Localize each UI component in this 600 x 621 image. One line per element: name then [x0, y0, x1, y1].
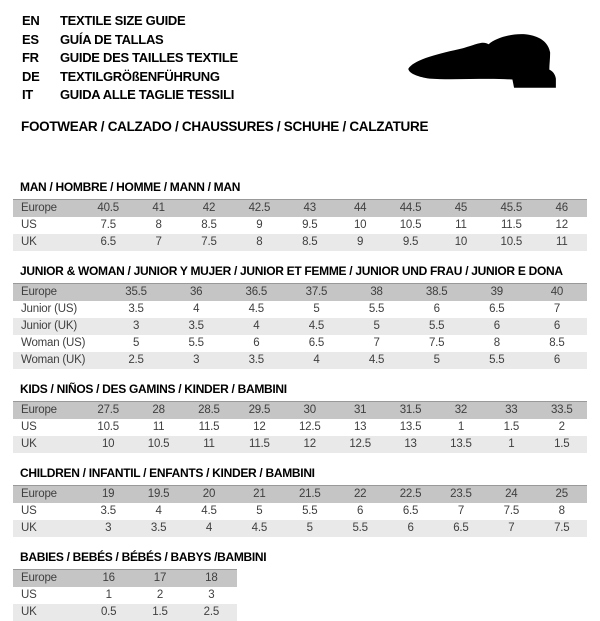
section-title-children: CHILDREN / INFANTIL / ENFANTS / KINDER / BAMBINI [20, 465, 315, 480]
size-cell: 6 [553, 354, 561, 366]
size-cell: 40.5 [97, 202, 119, 214]
size-cell: 10 [353, 219, 367, 231]
lang-code: DE [22, 68, 40, 84]
section-junior-woman [13, 264, 587, 369]
size-cell: 22.5 [399, 488, 422, 500]
size-cell: 9.5 [302, 219, 318, 231]
row-label: Europe [21, 572, 57, 584]
size-cell: 4 [205, 522, 213, 534]
size-cell: 4 [193, 303, 200, 315]
size-cell: 44 [353, 202, 367, 214]
size-cell: 10.5 [97, 421, 119, 433]
size-cell: 1.5 [503, 421, 520, 433]
size-cell: 7 [155, 236, 162, 248]
size-cell: 6.5 [100, 236, 116, 248]
size-cell: 4.5 [248, 303, 264, 315]
size-cell: 11.5 [249, 438, 270, 450]
size-cell: 5.5 [428, 320, 445, 332]
lang-code: EN [22, 13, 40, 28]
size-cell: 3.5 [188, 320, 204, 332]
size-cell: 12 [555, 219, 568, 231]
size-cell: 36 [189, 286, 203, 298]
size-tables [13, 180, 587, 621]
size-table-babies [13, 569, 237, 621]
section-babies [13, 550, 587, 621]
size-cell: 36.5 [245, 286, 268, 298]
size-table-kids [13, 401, 587, 453]
section-title-man: MAN / HOMBRE / HOMME / MANN / MAN [20, 179, 241, 194]
size-cell: 3.5 [150, 522, 167, 534]
lang-label: GUIDA ALLE TAGLIE TESSILI [60, 87, 235, 102]
size-cell: 1 [508, 438, 515, 450]
size-cell: 5 [433, 354, 440, 366]
size-cell: 7 [553, 303, 561, 315]
size-table-man [13, 199, 587, 251]
table-row-us [13, 503, 587, 520]
size-cell: 11.5 [198, 421, 220, 433]
table-row-us [13, 587, 237, 604]
table-row-uk [13, 604, 237, 621]
size-cell: 7.5 [554, 522, 570, 534]
row-label: Europe [21, 488, 57, 500]
table-row-europe [13, 199, 587, 217]
size-cell: 2 [156, 589, 164, 601]
size-cell: 35.5 [125, 286, 147, 298]
size-cell: 30 [303, 404, 316, 416]
size-cell: 8.5 [201, 219, 217, 231]
size-cell: 10.5 [399, 219, 422, 231]
size-cell: 3.5 [248, 354, 264, 366]
size-cell: 5 [306, 522, 313, 534]
table-row-uk [13, 234, 587, 251]
table-row-europe [13, 485, 587, 503]
size-cell: 4.5 [368, 354, 385, 366]
lang-code: FR [22, 50, 39, 65]
table-row-europe [13, 283, 587, 301]
size-cell: 41 [152, 202, 165, 214]
size-cell: 9 [256, 219, 263, 231]
size-cell: 24 [505, 488, 518, 500]
size-cell: 5.5 [368, 303, 385, 315]
size-cell: 45.5 [500, 202, 523, 214]
size-cell: 10.5 [147, 438, 170, 450]
section-title-kids: KIDS / NIÑOS / DES GAMINS / KINDER / BAMBINI [20, 381, 287, 396]
size-cell: 42.5 [248, 202, 271, 214]
size-cell: 11.5 [500, 219, 522, 231]
size-cell: 6 [253, 337, 260, 349]
size-cell: 4.5 [201, 505, 217, 517]
size-cell: 8 [493, 337, 500, 349]
size-cell: 6.5 [402, 505, 419, 517]
size-cell: 2 [558, 421, 565, 433]
size-cell: 7.5 [201, 236, 217, 248]
size-cell: 21 [253, 488, 266, 500]
size-cell: 7 [508, 522, 515, 534]
row-label: UK [21, 236, 37, 248]
size-cell: 44.5 [399, 202, 422, 214]
size-cell: 7.5 [428, 337, 445, 349]
row-label: US [21, 505, 37, 517]
size-cell: 37.5 [305, 286, 328, 298]
size-cell: 6 [357, 505, 364, 517]
size-cell: 13 [404, 438, 417, 450]
size-cell: 4.5 [308, 320, 325, 332]
size-cell: 6 [493, 320, 500, 332]
row-label: US [21, 421, 37, 433]
size-cell: 13 [353, 421, 367, 433]
size-cell: 21.5 [298, 488, 321, 500]
size-cell: 1.5 [152, 606, 168, 618]
table-row-junior-uk- [13, 318, 587, 335]
size-cell: 7.5 [503, 505, 520, 517]
size-cell: 5 [132, 337, 140, 349]
section-kids [13, 382, 587, 453]
size-cell: 10 [454, 236, 468, 248]
size-cell: 19.5 [147, 488, 170, 500]
row-label: UK [21, 522, 37, 534]
size-cell: 4.5 [251, 522, 268, 534]
size-cell: 5.5 [188, 337, 204, 349]
size-cell: 8 [256, 236, 263, 248]
size-cell: 4 [313, 354, 320, 366]
size-cell: 45 [454, 202, 468, 214]
size-cell: 33.5 [550, 404, 573, 416]
lang-label: TEXTILGRÖßENFÜHRUNG [60, 68, 220, 84]
size-cell: 28 [152, 404, 165, 416]
table-row-uk [13, 520, 587, 537]
size-cell: 3.5 [128, 303, 144, 315]
size-cell: 6.5 [489, 303, 505, 315]
size-cell: 43 [303, 202, 316, 214]
table-row-europe [13, 401, 587, 419]
size-cell: 17 [153, 572, 167, 584]
size-cell: 29.5 [248, 404, 271, 416]
size-cell: 4 [253, 320, 260, 332]
size-cell: 11 [152, 421, 165, 433]
section-title-babies: BABIES / BEBÉS / BÉBÉS / BABYS /BAMBINI [20, 549, 267, 564]
size-cell: 1.5 [554, 438, 570, 450]
size-table-junior-woman [13, 283, 587, 369]
size-cell: 22 [353, 488, 367, 500]
size-cell: 6.5 [453, 522, 469, 534]
size-cell: 1 [105, 589, 112, 601]
size-cell: 6.5 [308, 337, 325, 349]
row-label: Europe [21, 202, 57, 214]
lang-label: GUIDE DES TAILLES TEXTILE [60, 50, 238, 65]
row-label: Europe [21, 404, 57, 416]
size-cell: 11 [555, 236, 568, 248]
size-cell: 28.5 [198, 404, 220, 416]
row-label: Woman (UK) [21, 354, 86, 366]
size-cell: 12.5 [349, 438, 371, 450]
size-cell: 31 [353, 404, 367, 416]
table-row-junior-us- [13, 301, 587, 318]
size-cell: 12.5 [298, 421, 321, 433]
size-cell: 1 [457, 421, 465, 433]
row-label: US [21, 589, 37, 601]
size-table-children [13, 485, 587, 537]
size-cell: 42 [202, 202, 216, 214]
size-cell: 11 [455, 219, 467, 231]
size-cell: 5 [373, 320, 380, 332]
size-cell: 5.5 [302, 505, 318, 517]
size-cell: 27.5 [97, 404, 119, 416]
table-row-europe [13, 569, 237, 587]
size-cell: 19 [101, 488, 115, 500]
size-cell: 3 [105, 522, 112, 534]
size-cell: 9.5 [402, 236, 419, 248]
size-cell: 7.5 [100, 219, 116, 231]
lang-code: ES [22, 31, 39, 47]
row-label: Europe [21, 286, 57, 298]
table-row-woman-uk- [13, 352, 587, 369]
size-cell: 6 [407, 522, 414, 534]
size-cell: 3.5 [100, 505, 116, 517]
size-cell: 20 [202, 488, 216, 500]
lang-label: TEXTILE SIZE GUIDE [60, 13, 186, 28]
lang-label: GUÍA DE TALLAS [60, 31, 164, 47]
table-row-us [13, 419, 587, 436]
size-cell: 9 [357, 236, 364, 248]
size-cell: 13.5 [399, 421, 422, 433]
row-label: UK [21, 438, 37, 450]
section-title-junior-woman: JUNIOR & WOMAN / JUNIOR Y MUJER / JUNIOR ET FEMME / JUNIOR UND FRAU / JUNIOR E DONA [20, 263, 563, 278]
row-label: US [21, 219, 37, 231]
row-label: Junior (US) [21, 303, 77, 315]
section-children [13, 466, 587, 537]
row-label: UK [21, 606, 37, 618]
size-cell: 18 [205, 572, 218, 584]
row-label: Junior (UK) [21, 320, 77, 332]
size-cell: 8 [155, 219, 162, 231]
size-cell: 7 [457, 505, 465, 517]
size-cell: 5 [256, 505, 263, 517]
size-cell: 25 [555, 488, 568, 500]
size-cell: 10.5 [500, 236, 523, 248]
size-cell: 8 [558, 505, 565, 517]
shoe-silhouette-icon [396, 18, 578, 100]
section-man [13, 180, 587, 251]
size-cell: 13.5 [450, 438, 472, 450]
size-cell: 39 [490, 286, 504, 298]
size-cell: 0.5 [100, 606, 117, 618]
size-cell: 33 [505, 404, 518, 416]
size-cell: 40 [550, 286, 564, 298]
size-cell: 2.5 [203, 606, 220, 618]
table-row-uk [13, 436, 587, 453]
size-cell: 12 [253, 421, 266, 433]
lang-code: IT [22, 87, 33, 102]
size-cell: 3 [208, 589, 215, 601]
size-cell: 6 [553, 320, 561, 332]
size-cell: 2.5 [128, 354, 144, 366]
size-cell: 38.5 [425, 286, 448, 298]
table-row-woman-us- [13, 335, 587, 352]
size-cell: 5.5 [489, 354, 505, 366]
size-cell: 5.5 [352, 522, 368, 534]
size-cell: 11 [203, 438, 215, 450]
size-cell: 16 [102, 572, 115, 584]
size-cell: 6 [433, 303, 440, 315]
category-title: FOOTWEAR / CALZADO / CHAUSSURES / SCHUHE / CALZATURE [21, 118, 429, 134]
size-cell: 23.5 [450, 488, 472, 500]
size-cell: 10 [101, 438, 115, 450]
size-cell: 8.5 [302, 236, 318, 248]
size-cell: 3 [132, 320, 140, 332]
row-label: Woman (US) [21, 337, 86, 349]
size-cell: 12 [303, 438, 316, 450]
size-cell: 46 [555, 202, 568, 214]
size-cell: 5 [313, 303, 320, 315]
size-cell: 32 [454, 404, 468, 416]
size-cell: 38 [370, 286, 383, 298]
size-cell: 7 [373, 337, 380, 349]
size-cell: 8.5 [549, 337, 565, 349]
size-cell: 3 [193, 354, 200, 366]
size-cell: 4 [155, 505, 162, 517]
size-cell: 31.5 [399, 404, 422, 416]
table-row-us [13, 217, 587, 234]
